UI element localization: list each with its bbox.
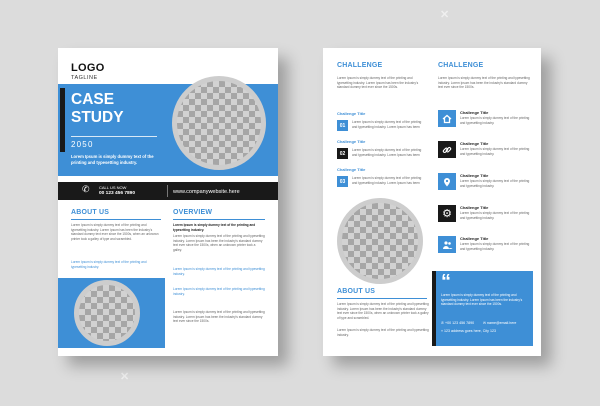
- logo-tagline: TAGLINE: [71, 75, 98, 81]
- phone-icon: ✆: [82, 184, 90, 194]
- overview-lead: Lorem Ipsum is simply dummy text of the printing and typesetting industry.: [173, 223, 256, 232]
- overview-blue-text-1: Lorem Ipsum is simply dummy text of the printing and typesetting industry.: [173, 267, 265, 276]
- overview-heading: OVERVIEW: [173, 209, 213, 216]
- challenge-text: Lorem Ipsum is simply dummy text of the printing and typesetting industry.: [460, 211, 530, 220]
- about-image-placeholder: [74, 280, 140, 346]
- challenge-title: Challenge Title: [460, 110, 489, 115]
- watermark-mark: ✕: [440, 9, 450, 21]
- challenge-title: Challenge Title: [337, 111, 366, 116]
- about-underline-back: [337, 298, 427, 299]
- mail-icon: ✉: [483, 321, 488, 325]
- about-us-heading: ABOUT US: [71, 209, 110, 216]
- title-subtitle: Lorem Ipsum is simply dummy text of the printing and typesetting industry.: [71, 154, 154, 165]
- challenge-number: 01: [337, 120, 348, 131]
- challenge-number: 02: [337, 148, 348, 159]
- overview-text: Lorem Ipsum is simply dummy text of the printing and typesetting industry. Lorem Ipsum has been the industry's standard dummy text ever since the 1500s, when an unknown printer took a galley.: [173, 234, 265, 252]
- title-divider: [71, 136, 157, 137]
- contact-divider: [167, 185, 168, 197]
- about-text-back-2: Lorem Ipsum is simply dummy text of the printing and typesetting industry.: [337, 328, 429, 337]
- challenge-text: Lorem Ipsum is simply dummy text of the printing and typesetting industry.: [460, 242, 530, 251]
- challenge-image-placeholder: [337, 198, 423, 284]
- challenge-text: Lorem Ipsum is simply dummy text of the printing and typesetting industry.: [460, 179, 530, 188]
- challenge-title: Challenge Title: [337, 139, 366, 144]
- overview-blue-text-2: Lorem Ipsum is simply dummy text of the printing and typesetting industry.: [173, 287, 265, 296]
- contact-phone-line: [441, 321, 474, 325]
- title-case: CASE: [71, 91, 115, 108]
- location-icon: ⌖: [441, 329, 445, 333]
- logo: [71, 62, 105, 74]
- title-study: STUDY: [71, 109, 124, 126]
- about-highlight: Lorem Ipsum is simply dummy text of the printing and typesetting industry.: [71, 260, 147, 269]
- call-label: CALL US NOW: [99, 185, 127, 190]
- title-accent-bar: [60, 88, 65, 152]
- contact-bar: [58, 182, 278, 200]
- users-icon: [438, 236, 456, 253]
- contact-email[interactable]: name@email.here: [487, 321, 517, 325]
- contact-address-line: [441, 329, 496, 333]
- challenge-number: 03: [337, 176, 348, 187]
- challenge-title: Challenge Title: [460, 205, 489, 210]
- about-text-back: Lorem Ipsum is simply dummy text of the printing and typesetting industry. Lorem Ipsum has been the industry's standard dummy text ever since the 1500s, when an unknown printer took a galley of type and scrambled.: [337, 302, 429, 320]
- overview-text-2: Lorem Ipsum is simply dummy text of the printing and typesetting industry. Lorem Ipsum has been the industry's standard dummy text ever since the 1500s.: [173, 310, 265, 324]
- logo-text: LOGO: [71, 62, 105, 74]
- challenge-heading-right: CHALLENGE: [438, 62, 484, 69]
- phone-icon: ✆: [441, 321, 446, 325]
- challenge-text-right: Lorem Ipsum is simply dummy text of the printing and typesetting industry. Lorem Ipsum has been the industry's standard dummy text ever since the 1500s.: [438, 76, 530, 90]
- challenge-text-left: Lorem Ipsum is simply dummy text of the printing and typesetting industry. Lorem Ipsum has been the industry's standard dummy text ever since the 1500s.: [337, 76, 419, 90]
- link-icon: [438, 141, 456, 158]
- about-us-heading-back: ABOUT US: [337, 288, 376, 295]
- contact-email-line: [483, 321, 516, 325]
- quote-text: Lorem Ipsum is simply dummy text of the printing and typesetting industry. Lorem Ipsum has been the industry's standard dummy text ever since the 1500s.: [441, 293, 523, 307]
- challenge-heading-left: CHALLENGE: [337, 62, 383, 69]
- watermark-mark: ✕: [120, 371, 130, 383]
- about-text: Lorem Ipsum is simply dummy text of the printing and typesetting industry. Lorem Ipsum has been the industry's standard dummy text ever since the 1500s, when an unknown printer took a galley of type and scrambled.: [71, 223, 159, 241]
- challenge-title: Challenge Title: [337, 167, 366, 172]
- challenge-text: Lorem Ipsum is simply dummy text of the printing and typesetting industry.: [460, 116, 530, 125]
- hero-image-placeholder: [172, 76, 266, 170]
- contact-address: 123 address goes here, City 123: [444, 329, 496, 333]
- phone-number: 00 123 456 7890: [99, 191, 136, 196]
- overview-underline: [173, 219, 265, 220]
- contact-phone: +00 123 456 7890: [445, 321, 475, 325]
- challenge-text: Lorem Ipsum is simply dummy text of the printing and typesetting industry. Lorem Ipsum has been: [352, 176, 422, 185]
- quote-mark: “: [441, 271, 451, 293]
- location-pin-icon: [438, 173, 456, 190]
- year: 2050: [71, 140, 94, 149]
- challenge-text: Lorem Ipsum is simply dummy text of the printing and typesetting industry.: [460, 147, 530, 156]
- challenge-title: Challenge Title: [460, 141, 489, 146]
- website[interactable]: www.companywebsite.here: [173, 189, 240, 195]
- about-underline: [71, 219, 161, 220]
- challenge-title: Challenge Title: [460, 173, 489, 178]
- brochure-page-back: [323, 48, 541, 356]
- gear-icon: ⚙: [438, 205, 456, 222]
- brochure-page-front: [58, 48, 278, 356]
- challenge-text: Lorem Ipsum is simply dummy text of the printing and typesetting industry. Lorem Ipsum has been: [352, 120, 422, 129]
- challenge-title: Challenge Title: [460, 236, 489, 241]
- challenge-text: Lorem Ipsum is simply dummy text of the printing and typesetting industry. Lorem Ipsum has been: [352, 148, 422, 157]
- home-icon: [438, 110, 456, 127]
